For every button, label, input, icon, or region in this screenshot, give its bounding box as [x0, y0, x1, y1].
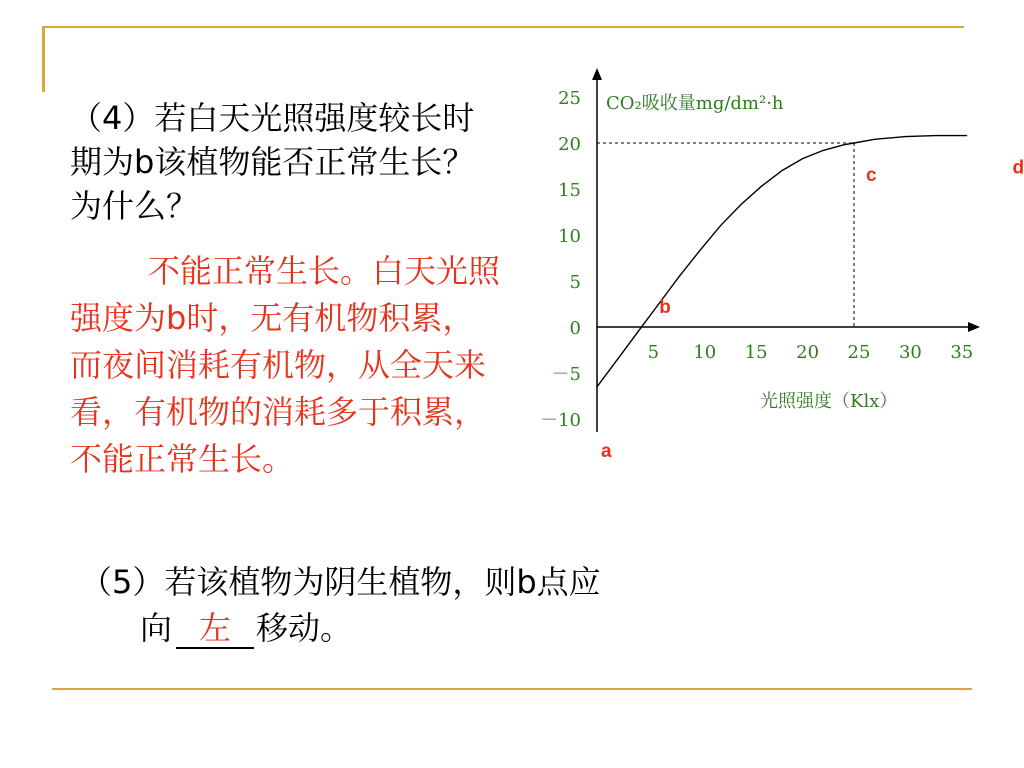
x-tick-label: 30 [898, 342, 922, 363]
y-axis-arrow [592, 68, 602, 80]
x-tick-label: 20 [796, 342, 820, 363]
point-label-d: d [1012, 157, 1024, 179]
point-label-b: b [659, 297, 671, 318]
y-tick-label: 20 [558, 134, 581, 155]
x-tick-label: 5 [647, 342, 660, 363]
y-tick-label: －5 [551, 364, 581, 385]
answer-blank: 左 [176, 609, 254, 649]
y-tick-label: 0 [569, 318, 581, 339]
y-tick-label: 25 [558, 88, 581, 109]
reference-lines [597, 143, 854, 327]
x-tick-label: 35 [950, 342, 974, 363]
question-5-line1: （5）若该植物为阴生植物，则b点应 [80, 563, 601, 601]
point-label-a: a [601, 440, 612, 462]
y-axis-label: CO₂吸收量mg/dm²·h [606, 93, 784, 114]
x-tick-label: 25 [847, 342, 871, 363]
question-5-suffix: 移动。 [256, 609, 353, 647]
answer-4: 不能正常生长。白天光照强度为b时，无有机物积累，而夜间消耗有机物，从全天来看，有机物的消耗多于积累，不能正常生长。 [70, 252, 501, 478]
question-4: （4）若白天光照强度较长时期为b该植物能否正常生长？为什么？ [70, 99, 475, 225]
y-tick-labels [540, 88, 581, 431]
chart-axes [592, 68, 980, 432]
y-tick-label: 5 [569, 272, 581, 293]
x-axis-label: 光照强度（Klx） [760, 391, 898, 412]
y-tick-label: 15 [558, 180, 581, 201]
x-axis-arrow [968, 322, 980, 332]
x-tick-label: 15 [744, 342, 768, 363]
y-tick-label: －10 [540, 410, 581, 431]
x-tick-label: 10 [693, 342, 717, 363]
point-label-c: c [866, 165, 877, 186]
x-tick-labels [648, 342, 974, 363]
point-labels [601, 158, 1024, 462]
question-5-prefix: 向 [140, 609, 173, 647]
y-tick-label: 10 [558, 226, 581, 247]
